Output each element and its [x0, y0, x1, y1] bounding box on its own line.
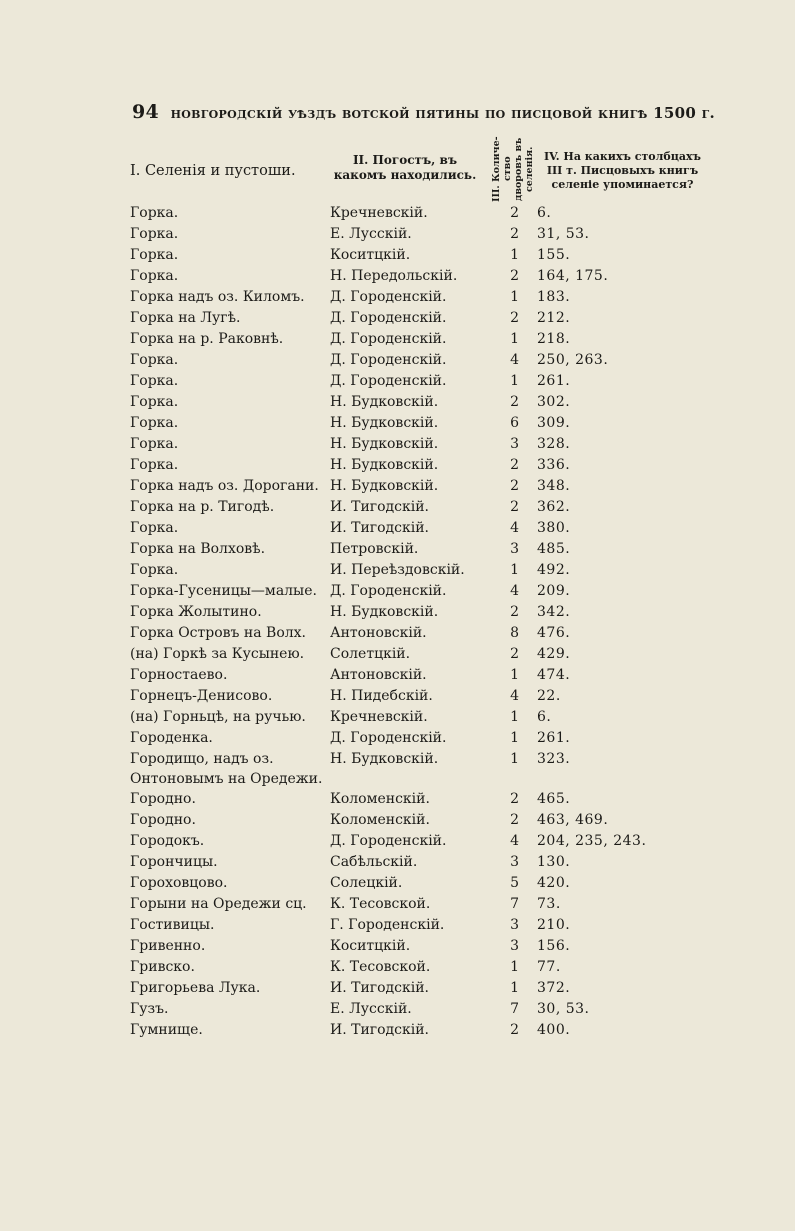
table-row [0, 560, 795, 581]
column-references: 342. [537, 604, 571, 620]
pogost-name: Н. Будковскій. [330, 415, 439, 431]
pogost-name: Н. Передольскій. [330, 268, 458, 284]
pogost-name: И. Переѣздовскій. [330, 562, 465, 578]
column-references: 372. [537, 980, 571, 996]
column-references: 212. [537, 310, 571, 326]
pogost-name: Солетцкій. [330, 646, 411, 662]
household-count: 2 [510, 604, 519, 620]
household-count: 4 [510, 352, 519, 368]
household-count: 4 [510, 833, 519, 849]
table-row [0, 581, 795, 602]
pogost-name: Е. Лусскій. [330, 1001, 412, 1017]
pogost-name: Коситцкій. [330, 247, 411, 263]
household-count: 2 [510, 205, 519, 221]
village-name: Горка на р. Раковнѣ. [130, 331, 284, 347]
village-name: (на) Горньцѣ, на ручью. [130, 709, 306, 725]
table-row [0, 308, 795, 329]
table-row [0, 831, 795, 852]
column-references: 302. [537, 394, 571, 410]
table-row [0, 749, 795, 789]
village-name: Горка Островъ на Волх. [130, 625, 306, 641]
household-count: 1 [510, 289, 519, 305]
table-row [0, 224, 795, 245]
table-row [0, 245, 795, 266]
column-references: 30, 53. [537, 1001, 590, 1017]
village-name: (на) Горкѣ за Кусынею. [130, 646, 305, 662]
village-name: Горка. [130, 562, 179, 578]
pogost-name: Д. Городенскій. [330, 833, 447, 849]
village-name: Григорьева Лука. [130, 980, 261, 996]
village-name: Горка. [130, 394, 179, 410]
household-count: 4 [510, 688, 519, 704]
village-name: Горка на Волховѣ. [130, 541, 266, 557]
column-references: 73. [537, 896, 561, 912]
column-references: 463, 469. [537, 812, 609, 828]
column-references: 156. [537, 938, 571, 954]
household-count: 2 [510, 268, 519, 284]
column-references: 309. [537, 415, 571, 431]
village-name: Гумнище. [130, 1022, 203, 1038]
village-name: Горончицы. [130, 854, 218, 870]
village-name: Горка. [130, 457, 179, 473]
village-name: Горка Жолытино. [130, 604, 262, 620]
pogost-name: Д. Городенскій. [330, 730, 447, 746]
pogost-name: Коситцкій. [330, 938, 411, 954]
column-references: 429. [537, 646, 571, 662]
table-row [0, 810, 795, 831]
village-name: Городокъ. [130, 833, 205, 849]
column-header-pogost: II. Погостъ, въ какомъ находились. [333, 153, 477, 182]
pogost-name: И. Тигодскій. [330, 1022, 430, 1038]
household-count: 1 [510, 751, 519, 767]
table-row [0, 852, 795, 873]
pogost-name: Н. Будковскій. [330, 751, 439, 767]
household-count: 2 [510, 499, 519, 515]
table-row [0, 894, 795, 915]
column-header-columns: IV. На какихъ столбцахъ III т. Писцовыхъ книгъ селеніе упоминается? [544, 150, 701, 191]
table-row [0, 413, 795, 434]
village-name: Городно. [130, 812, 196, 828]
table-row [0, 602, 795, 623]
pogost-name: К. Тесовской. [330, 896, 431, 912]
household-count: 2 [510, 457, 519, 473]
household-count: 2 [510, 478, 519, 494]
pogost-name: Е. Лусскій. [330, 226, 412, 242]
pogost-name: Д. Городенскій. [330, 373, 447, 389]
household-count: 5 [510, 875, 519, 891]
column-header-count: III. Количе-ство дворовъ въ селенія. [491, 136, 535, 202]
pogost-name: И. Тигодскій. [330, 520, 430, 536]
running-head [132, 101, 715, 123]
column-header-villages: I. Селенія и пустоши. [130, 163, 296, 179]
pogost-name: Д. Городенскій. [330, 289, 447, 305]
column-references: 400. [537, 1022, 571, 1038]
column-references: 261. [537, 730, 571, 746]
column-references: 336. [537, 457, 571, 473]
household-count: 1 [510, 730, 519, 746]
pogost-name: И. Тигодскій. [330, 499, 430, 515]
household-count: 3 [510, 541, 519, 557]
column-references: 328. [537, 436, 571, 452]
household-count: 7 [510, 1001, 519, 1017]
village-name: Гузъ. [130, 1001, 169, 1017]
table-row [0, 287, 795, 308]
pogost-name: Г. Городенскій. [330, 917, 445, 933]
village-name: Горка. [130, 415, 179, 431]
pogost-name: Н. Будковскій. [330, 604, 439, 620]
table-row [0, 978, 795, 999]
pogost-name: Н. Пидебскій. [330, 688, 433, 704]
column-references: 485. [537, 541, 571, 557]
column-references: 492. [537, 562, 571, 578]
household-count: 7 [510, 896, 519, 912]
pogost-name: Сабѣльскій. [330, 854, 418, 870]
household-count: 3 [510, 436, 519, 452]
village-name: Горка. [130, 520, 179, 536]
village-name: Горка. [130, 205, 179, 221]
table-row [0, 999, 795, 1020]
table-row [0, 350, 795, 371]
pogost-name: Солецкій. [330, 875, 403, 891]
page-number: 94 [132, 101, 160, 123]
pogost-name: Н. Будковскій. [330, 436, 439, 452]
column-references: 209. [537, 583, 571, 599]
table-row [0, 455, 795, 476]
household-count: 1 [510, 562, 519, 578]
column-references: 250, 263. [537, 352, 609, 368]
column-references: 323. [537, 751, 571, 767]
column-references: 348. [537, 478, 571, 494]
household-count: 1 [510, 959, 519, 975]
table-row [0, 518, 795, 539]
column-references: 6. [537, 709, 552, 725]
village-name: Гостивицы. [130, 917, 215, 933]
pogost-name: Коломенскій. [330, 812, 430, 828]
table-row [0, 644, 795, 665]
page-title: новгородскій уѣздъ вотской пятины по писцовой книгѣ 1500 г. [170, 104, 715, 122]
table-row [0, 707, 795, 728]
household-count: 8 [510, 625, 519, 641]
pogost-name: Коломенскій. [330, 791, 430, 807]
pogost-name: И. Тигодскій. [330, 980, 430, 996]
village-name: Горка на Лугѣ. [130, 310, 241, 326]
pogost-name: Д. Городенскій. [330, 310, 447, 326]
pogost-name: Д. Городенскій. [330, 352, 447, 368]
table-row [0, 936, 795, 957]
table-row [0, 266, 795, 287]
village-name: Гривенно. [130, 938, 206, 954]
village-name: Горка. [130, 352, 179, 368]
village-name: Горка. [130, 247, 179, 263]
pogost-name: Н. Будковскій. [330, 457, 439, 473]
household-count: 2 [510, 226, 519, 242]
village-name: Горнецъ-Денисово. [130, 688, 273, 704]
table-row [0, 915, 795, 936]
column-references: 6. [537, 205, 552, 221]
column-references: 380. [537, 520, 571, 536]
village-name: Горка. [130, 268, 179, 284]
column-references: 204, 235, 243. [537, 833, 647, 849]
table-row [0, 434, 795, 455]
column-references: 183. [537, 289, 571, 305]
table-row [0, 1020, 795, 1041]
pogost-name: Н. Будковскій. [330, 478, 439, 494]
household-count: 3 [510, 917, 519, 933]
household-count: 1 [510, 373, 519, 389]
village-name: Городно. [130, 791, 196, 807]
table-row [0, 873, 795, 894]
household-count: 4 [510, 520, 519, 536]
village-name: Горка надъ оз. Киломъ. [130, 289, 305, 305]
table-row [0, 665, 795, 686]
household-count: 1 [510, 980, 519, 996]
village-table [0, 203, 795, 1041]
village-name: Гривско. [130, 959, 195, 975]
household-count: 2 [510, 646, 519, 662]
table-row [0, 957, 795, 978]
village-name: Гороховцово. [130, 875, 228, 891]
village-name: Горка. [130, 373, 179, 389]
village-name: Горка-Гусеницы—малые. [130, 583, 317, 599]
column-references: 164, 175. [537, 268, 609, 284]
household-count: 2 [510, 812, 519, 828]
village-name: Горностаево. [130, 667, 228, 683]
table-row [0, 789, 795, 810]
village-name: Городенка. [130, 730, 213, 746]
column-references: 130. [537, 854, 571, 870]
table-row [0, 686, 795, 707]
household-count: 1 [510, 247, 519, 263]
table-row [0, 392, 795, 413]
village-name: Горка. [130, 226, 179, 242]
column-references: 420. [537, 875, 571, 891]
table-row [0, 476, 795, 497]
column-references: 474. [537, 667, 571, 683]
village-name: Горка надъ оз. Дорогани. [130, 478, 319, 494]
household-count: 3 [510, 938, 519, 954]
household-count: 1 [510, 667, 519, 683]
column-references: 218. [537, 331, 571, 347]
household-count: 6 [510, 415, 519, 431]
table-row [0, 728, 795, 749]
pogost-name: Петровскій. [330, 541, 419, 557]
table-row [0, 329, 795, 350]
household-count: 3 [510, 854, 519, 870]
table-row [0, 371, 795, 392]
table-row [0, 623, 795, 644]
household-count: 4 [510, 583, 519, 599]
column-references: 210. [537, 917, 571, 933]
pogost-name: Кречневскій. [330, 709, 428, 725]
village-name: Горка на р. Тигодѣ. [130, 499, 275, 515]
pogost-name: Н. Будковскій. [330, 394, 439, 410]
household-count: 1 [510, 331, 519, 347]
pogost-name: Д. Городенскій. [330, 583, 447, 599]
household-count: 1 [510, 709, 519, 725]
column-references: 362. [537, 499, 571, 515]
table-row [0, 203, 795, 224]
column-references: 155. [537, 247, 571, 263]
column-references: 22. [537, 688, 561, 704]
column-references: 476. [537, 625, 571, 641]
column-references: 77. [537, 959, 561, 975]
household-count: 2 [510, 1022, 519, 1038]
column-references: 261. [537, 373, 571, 389]
village-name: Горка. [130, 436, 179, 452]
pogost-name: Кречневскій. [330, 205, 428, 221]
village-name: Горыни на Оредежи сц. [130, 896, 307, 912]
pogost-name: Д. Городенскій. [330, 331, 447, 347]
table-row [0, 539, 795, 560]
household-count: 2 [510, 394, 519, 410]
pogost-name: К. Тесовской. [330, 959, 431, 975]
column-references: 31, 53. [537, 226, 590, 242]
pogost-name: Антоновскій. [330, 667, 427, 683]
column-references: 465. [537, 791, 571, 807]
table-row [0, 497, 795, 518]
household-count: 2 [510, 310, 519, 326]
village-name: Городищо, надъ оз. Онтоновымъ на Оредежи. [130, 751, 323, 787]
household-count: 2 [510, 791, 519, 807]
pogost-name: Антоновскій. [330, 625, 427, 641]
